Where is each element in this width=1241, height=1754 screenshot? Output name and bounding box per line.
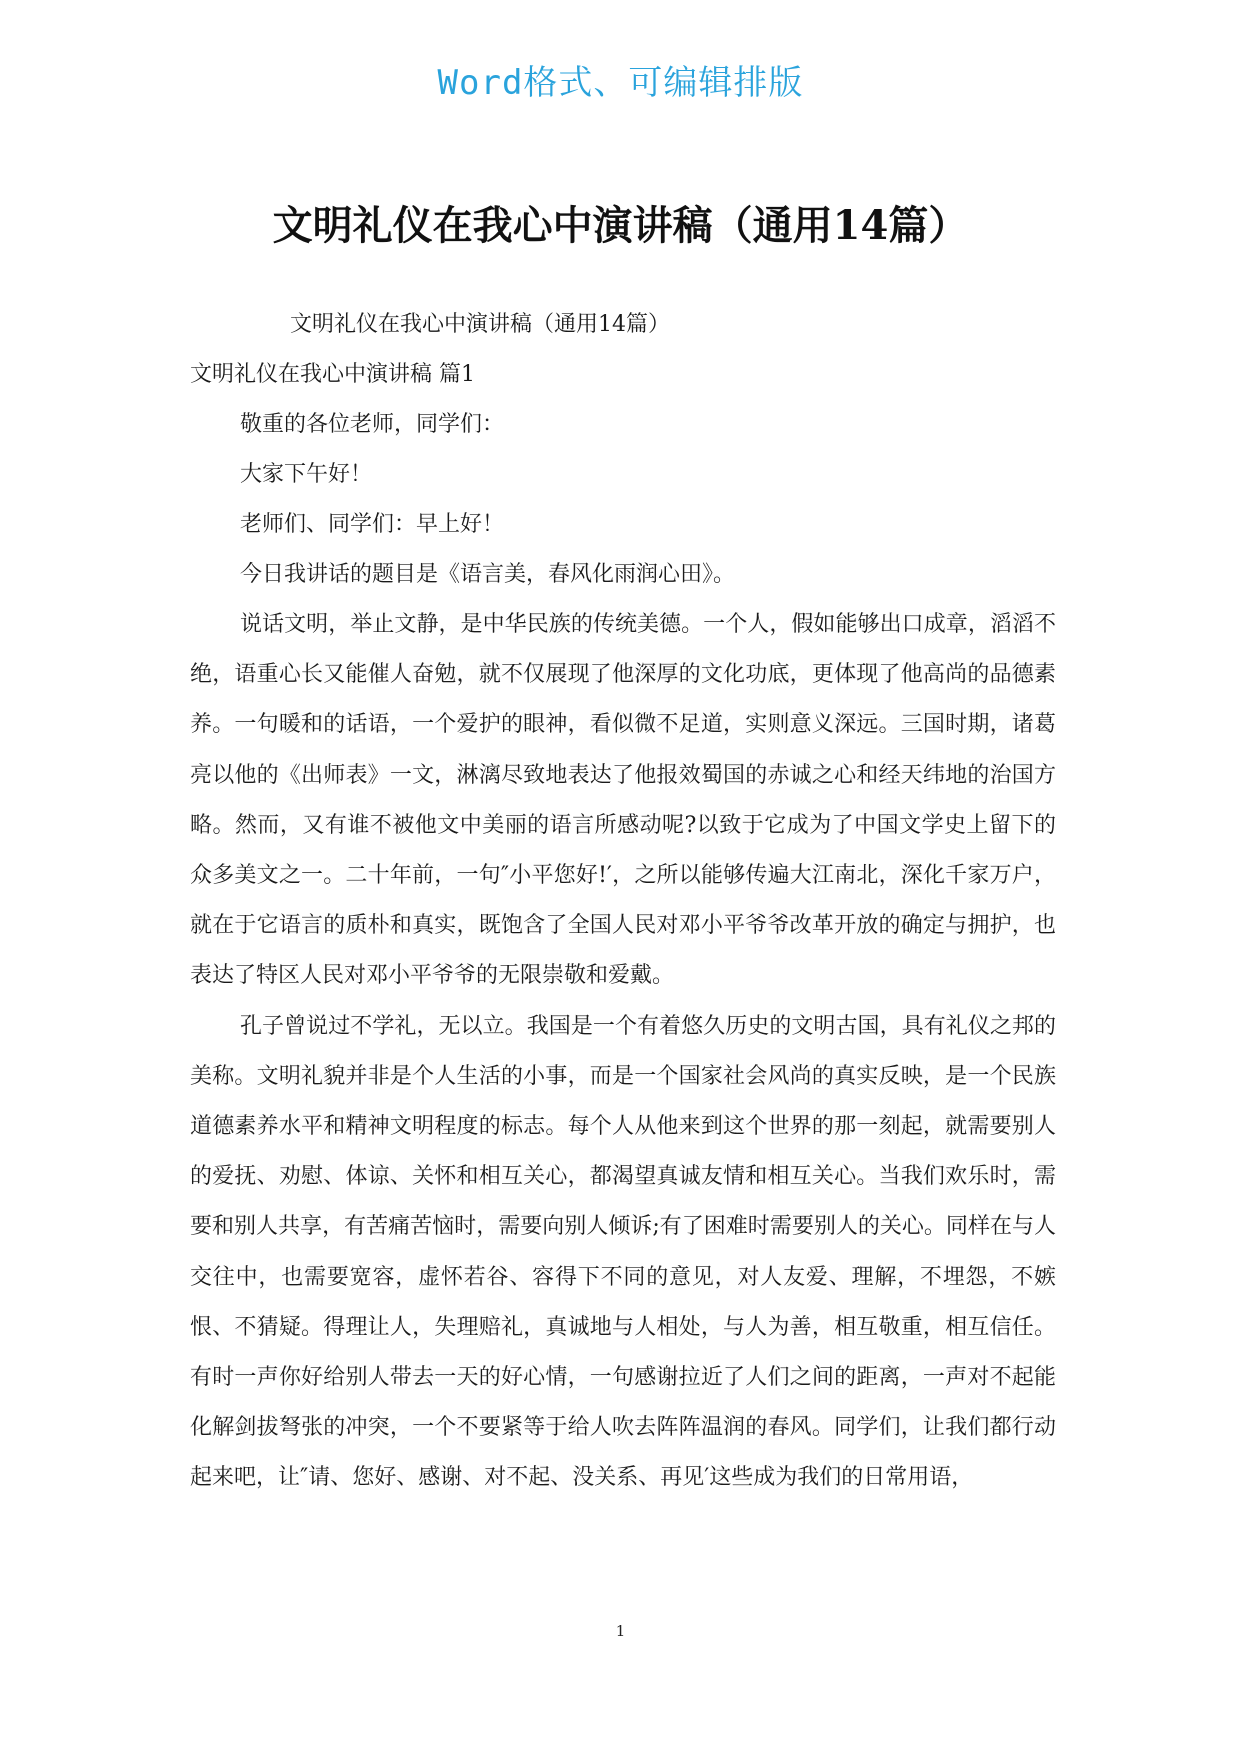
body-paragraph: 孔子曾说过不学礼，无以立。我国是一个有着悠久历史的文明古国，具有礼仪之邦的美称。文明礼貌并非是个人生活的小事，而是一个国家社会风尚的真实反映，是一个民族道德素养水平和精神文明程度的标志。每个人从他来到这个世界的那一刻起，就需要别人的爱抚、劝慰、体谅、关怀和相互关心，都渴望真诚友情和相互关心。当我们欢乐时，需要和别人共享，有苦痛苦恼时，需要向别人倾诉;有了困难时需要别人的关心。同样在与人交往中，也需要宽容，虚怀若谷、容得下不同的意见，对人友爱、理解，不埋怨，不嫉恨、不猜疑。得理让人，失理赔礼，真诚地与人相处，与人为善，相互敬重，相互信任。有时一声你好给别人带去一天的好心情，一句感谢拉近了人们之间的距离，一声对不起能化解剑拔弩张的冲突，一个不要紧等于给人吹去阵阵温润的春风。同学们，让我们都行动起来吧，让″请、您好、感谢、对不起、没关系、再见′这些成为我们的日常用语， xyxy=(190,1013,1056,1491)
greeting-line: 大家下午好！ xyxy=(240,462,373,487)
page-number: 1 xyxy=(615,1622,626,1640)
body-paragraph: 说话文明，举止文静，是中华民族的传统美德。一个人，假如能够出口成章，滔滔不绝，语重心长又能催人奋勉，就不仅展现了他深厚的文化功底，更体现了他高尚的品德素养。一句暖和的话语，一个爱护的眼神，看似微不足道，实则意义深远。三国时期，诸葛亮以他的《出师表》一文，淋漓尽致地表达了他报效蜀国的赤诚之心和经天纬地的治国方略。然而，又有谁不被他文中美丽的语言所感动呢?以致于它成为了中国文学史上留下的众多美文之一。二十年前，一句″小平您好!′，之所以能够传遍大江南北，深化千家万户，就在于它语言的质朴和真实，既饱含了全国人民对邓小平爷爷改革开放的确定与拥护，也表达了特区人民对邓小平爷爷的无限崇敬和爱戴。 xyxy=(190,612,1056,989)
greeting-line: 老师们、同学们：早上好！ xyxy=(240,512,505,537)
topic-line: 今日我讲话的题目是《语言美，春风化雨润心田》。 xyxy=(240,562,736,587)
document-title: 文明礼仪在我心中演讲稿（通用14篇） xyxy=(272,202,969,249)
greeting-line: 敬重的各位老师，同学们： xyxy=(240,412,505,437)
document-subtitle: 文明礼仪在我心中演讲稿（通用14篇） xyxy=(290,312,670,337)
format-banner: Word格式、可编辑排版 xyxy=(437,63,804,103)
section-heading: 文明礼仪在我心中演讲稿 篇1 xyxy=(190,362,475,387)
document-body xyxy=(190,300,1056,1504)
